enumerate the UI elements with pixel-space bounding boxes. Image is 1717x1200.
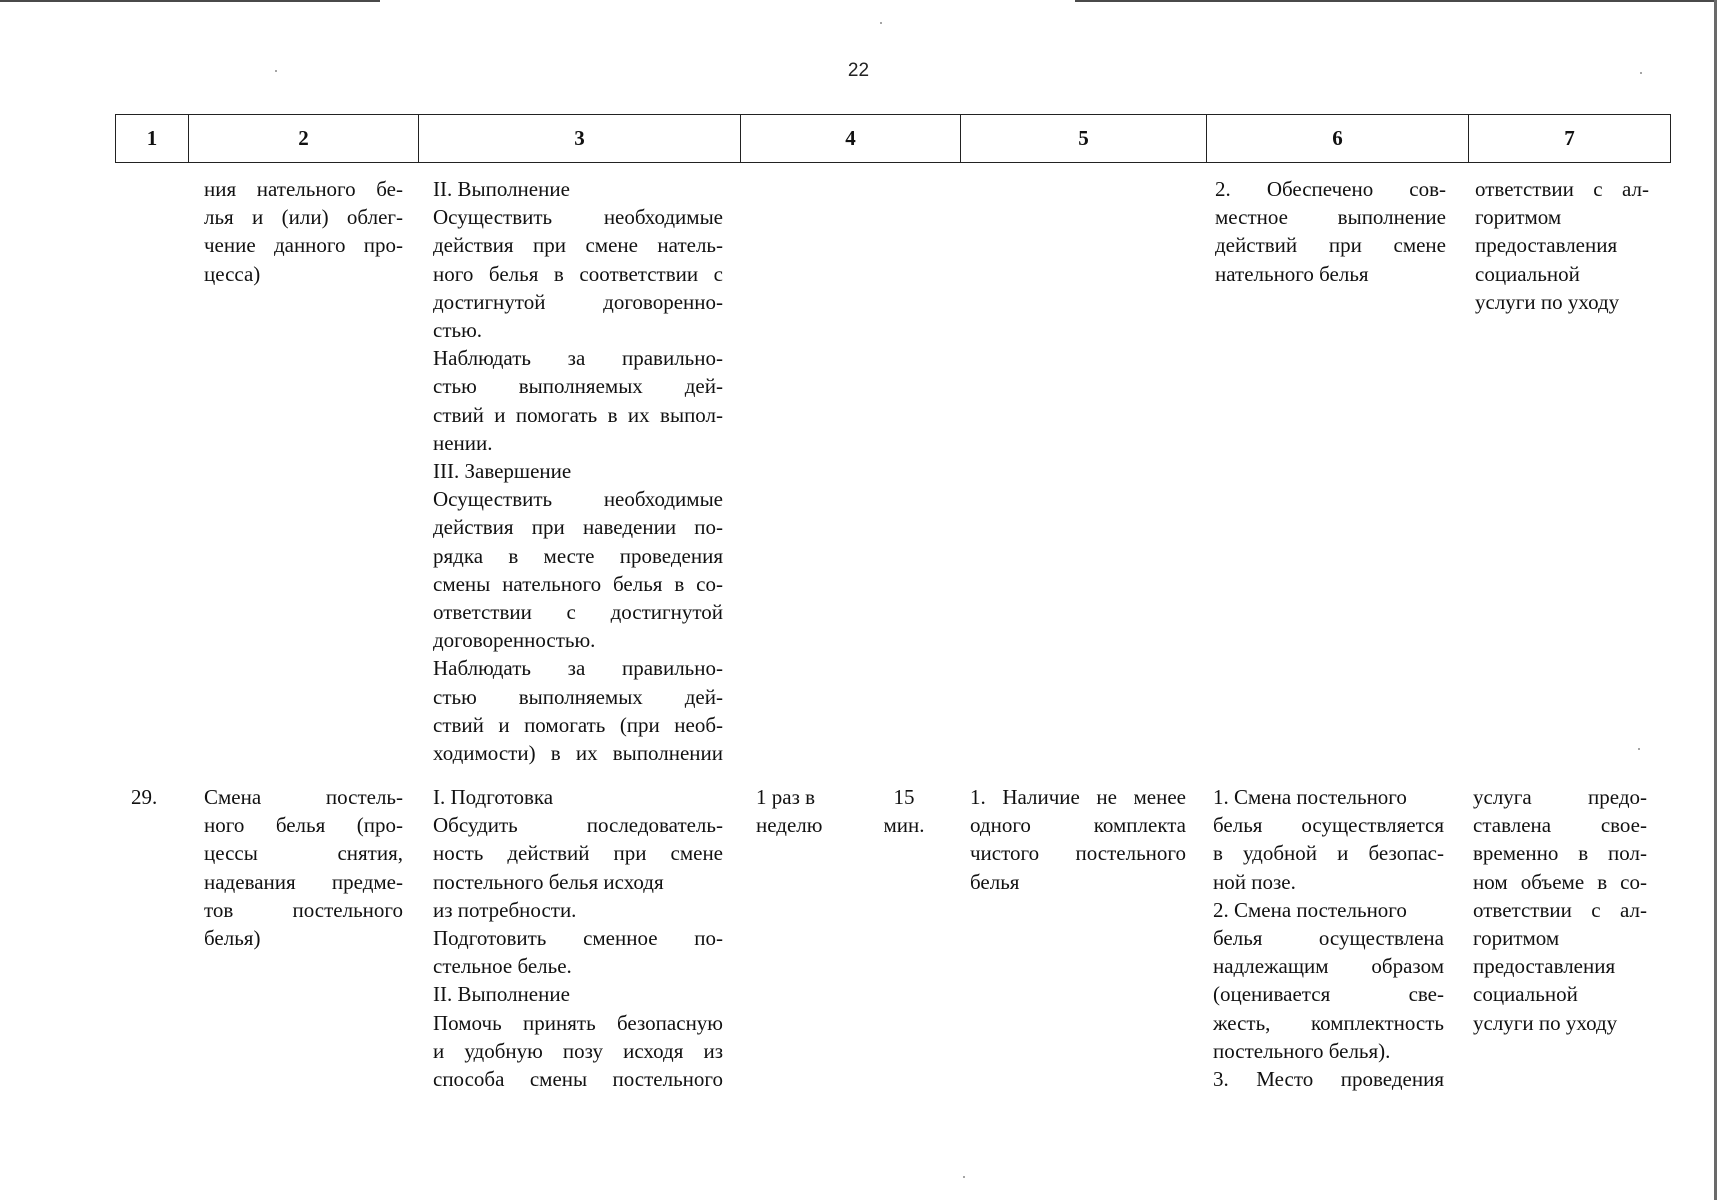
text-line: цесса) bbox=[204, 261, 261, 286]
text-line: услуга предо- bbox=[1473, 785, 1647, 809]
row-29-duration bbox=[876, 783, 932, 839]
text-line: Наблюдать за правильно- bbox=[433, 346, 723, 371]
text-line: предоставления bbox=[1473, 954, 1616, 979]
text-line: 1. Наличие не менее bbox=[970, 785, 1186, 809]
text-line: постельного белья). bbox=[1213, 1038, 1391, 1063]
row-29-result-assessment bbox=[1473, 783, 1647, 1037]
text-line: III. Завершение bbox=[433, 459, 572, 484]
text-line: 3. Место проведения bbox=[1213, 1067, 1444, 1092]
text-line: горитмом bbox=[1473, 926, 1560, 951]
text-line: ного белья (про- bbox=[204, 813, 403, 838]
text-line: ответствии с достигнутой bbox=[433, 600, 723, 625]
text-line: в удобной и безопас- bbox=[1213, 841, 1444, 866]
text-line: лья и (или) облег- bbox=[204, 205, 403, 230]
text-line: договоренностью. bbox=[433, 628, 596, 653]
text-line: Помочь принять безопасную bbox=[433, 1010, 723, 1035]
text-line: социальной bbox=[1473, 982, 1578, 1007]
prev-row-service-name bbox=[204, 175, 403, 288]
text-line: чение данного про- bbox=[204, 233, 403, 258]
text-line: белья осуществлена bbox=[1213, 926, 1444, 951]
text-line: предоставления bbox=[1475, 233, 1618, 258]
text-line: 1 раз в bbox=[756, 785, 816, 809]
text-line: 2. Обеспечено сов- bbox=[1215, 177, 1446, 201]
header-col-4: 4 bbox=[741, 115, 961, 163]
text-line: постельного белья исходя bbox=[433, 869, 664, 894]
text-line: действия при наведении по- bbox=[433, 515, 723, 540]
text-line: Обсудить последователь- bbox=[433, 813, 723, 838]
text-line: надевания предме- bbox=[204, 869, 403, 894]
text-line: I. Подготовка bbox=[433, 785, 554, 809]
text-line: мин. bbox=[883, 813, 925, 838]
text-line: 15 bbox=[893, 785, 915, 809]
text-line: стью выполняемых дей- bbox=[433, 684, 723, 709]
prev-row-quality-indicators bbox=[1215, 175, 1446, 288]
prev-row-procedure bbox=[433, 175, 723, 767]
header-col-2: 2 bbox=[189, 115, 419, 163]
text-line: ходимости) в их выполнении bbox=[433, 741, 723, 766]
text-line: услуги по уходу bbox=[1473, 1010, 1618, 1035]
speck bbox=[963, 1176, 965, 1178]
text-line: местное выполнение bbox=[1215, 205, 1446, 230]
text-line: Подготовить сменное по- bbox=[433, 926, 723, 951]
scan-border-top-right bbox=[1075, 0, 1717, 2]
text-line: Осуществить необходимые bbox=[433, 205, 723, 230]
column-number-header bbox=[115, 114, 1671, 163]
speck bbox=[1638, 748, 1640, 750]
text-line: ставлена свое- bbox=[1473, 813, 1647, 838]
text-line: чистого постельного bbox=[970, 841, 1186, 866]
text-line: ной позе. bbox=[1213, 869, 1296, 894]
text-line: ния нательного бе- bbox=[204, 177, 403, 201]
text-line: из потребности. bbox=[433, 897, 577, 922]
row-29-periodicity bbox=[756, 783, 842, 839]
prev-row-result-assessment bbox=[1475, 175, 1649, 316]
text-line: II. Выполнение bbox=[433, 982, 570, 1007]
text-line: способа смены постельного bbox=[433, 1067, 723, 1092]
header-col-3: 3 bbox=[419, 115, 741, 163]
text-line: белья осуществляется bbox=[1213, 813, 1444, 838]
text-line: стью выполняемых дей- bbox=[433, 374, 723, 399]
text-line: цессы снятия, bbox=[204, 841, 403, 866]
header-col-7: 7 bbox=[1469, 115, 1671, 163]
text-line: услуги по уходу bbox=[1475, 289, 1620, 314]
text-line: действий при смене bbox=[1215, 233, 1446, 258]
text-line: ствий и помогать (при необ- bbox=[433, 712, 723, 737]
text-line: Осуществить необходимые bbox=[433, 487, 723, 512]
row-29-number: 29. bbox=[131, 785, 158, 809]
text-line: одного комплекта bbox=[970, 813, 1186, 838]
text-line: ствий и помогать в их выпол- bbox=[433, 402, 723, 427]
text-line: достигнутой договоренно- bbox=[433, 289, 723, 314]
scan-border-top-left bbox=[0, 0, 380, 2]
header-col-5: 5 bbox=[961, 115, 1207, 163]
text-line: стельное белье. bbox=[433, 954, 572, 979]
text-line: и удобную позу исходя из bbox=[433, 1038, 723, 1063]
text-line: белья bbox=[970, 869, 1020, 894]
row-29-volume bbox=[970, 783, 1186, 896]
text-line: 2. Смена постельного bbox=[1213, 897, 1407, 922]
text-line: ответствии с ал- bbox=[1473, 897, 1647, 922]
row-29-procedure bbox=[433, 783, 723, 1093]
text-line: нении. bbox=[433, 430, 493, 455]
header-col-1: 1 bbox=[116, 115, 189, 163]
row-29-quality-indicators bbox=[1213, 783, 1444, 1093]
text-line: ность действий при смене bbox=[433, 841, 723, 866]
text-line: рядка в месте проведения bbox=[433, 543, 723, 568]
text-line: нательного белья bbox=[1215, 261, 1369, 286]
text-line: ном объеме в со- bbox=[1473, 869, 1647, 894]
speck bbox=[880, 22, 882, 24]
header-col-6: 6 bbox=[1207, 115, 1469, 163]
text-line: социальной bbox=[1475, 261, 1580, 286]
page-number: 22 bbox=[847, 60, 870, 81]
text-line: 1. Смена постельного bbox=[1213, 785, 1407, 809]
text-line: (оценивается све- bbox=[1213, 982, 1444, 1007]
text-line: горитмом bbox=[1475, 205, 1562, 230]
text-line: ответствии с ал- bbox=[1475, 177, 1649, 201]
text-line: неделю bbox=[756, 813, 823, 838]
text-line: II. Выполнение bbox=[433, 177, 570, 201]
row-29-service-name bbox=[204, 783, 403, 952]
text-line: временно в пол- bbox=[1473, 841, 1647, 866]
text-line: тов постельного bbox=[204, 897, 403, 922]
text-line: Наблюдать за правильно- bbox=[433, 656, 723, 681]
text-line: надлежащим образом bbox=[1213, 954, 1444, 979]
text-line: белья) bbox=[204, 926, 261, 951]
text-line: Смена постель- bbox=[204, 785, 403, 809]
text-line: стью. bbox=[433, 318, 483, 343]
text-line: ного белья в соответствии с bbox=[433, 261, 723, 286]
text-line: жесть, комплектность bbox=[1213, 1010, 1444, 1035]
text-line: действия при смене натель- bbox=[433, 233, 723, 258]
text-line: смены нательного белья в со- bbox=[433, 571, 723, 596]
